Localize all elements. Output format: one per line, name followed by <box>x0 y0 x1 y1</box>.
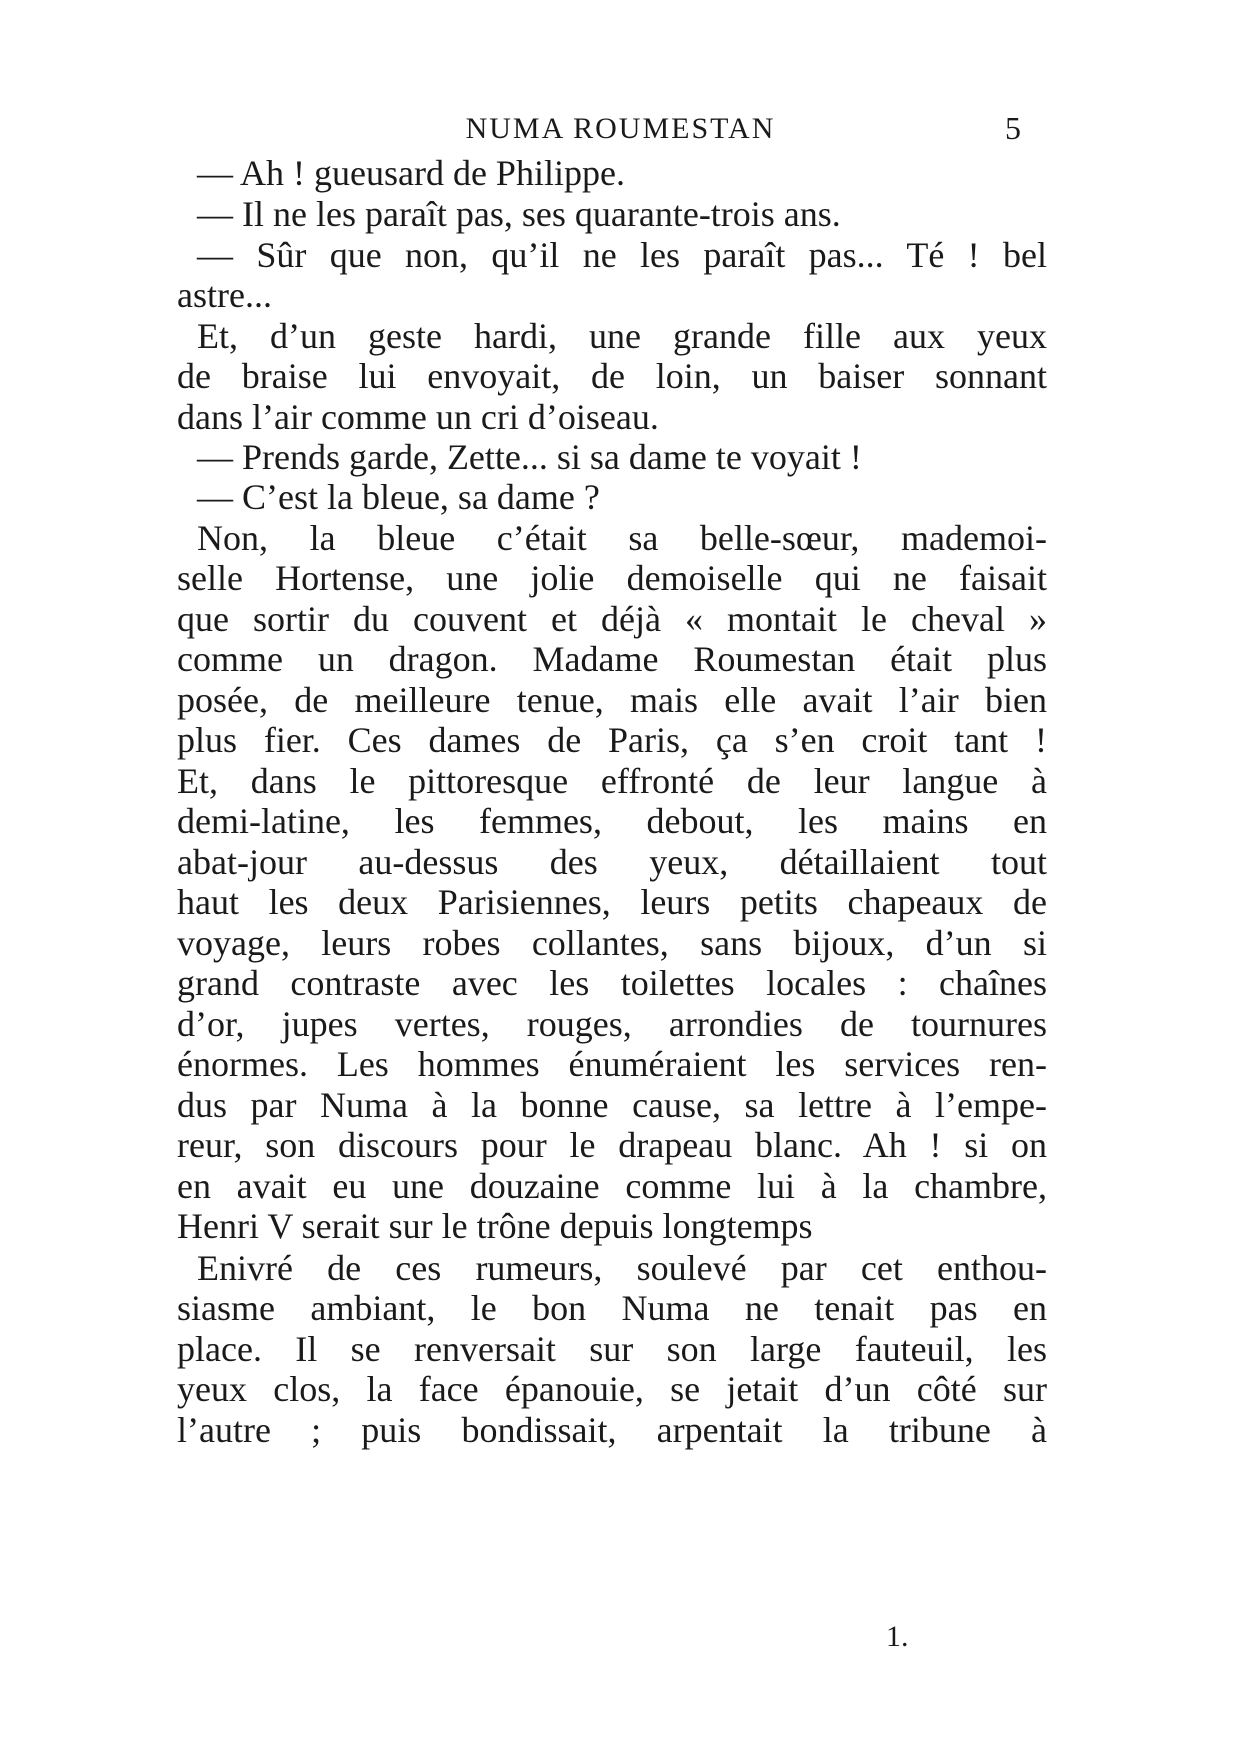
text-line: Non, la bleue c’était sa belle-sœur, mademoi- <box>197 518 1047 558</box>
text-line: — Ah ! gueusard de Philippe. <box>197 153 625 193</box>
text-line: comme un dragon. Madame Roumestan était plus <box>177 639 1047 679</box>
signature-mark: 1. <box>886 1620 909 1653</box>
text-line: posée, de meilleure tenue, mais elle avait l’air bien <box>177 680 1047 720</box>
text-line: haut les deux Parisiennes, leurs petits chapeaux de <box>177 882 1047 922</box>
text-line: astre... <box>177 275 272 315</box>
text-line: place. Il se renversait sur son large fauteuil, les <box>177 1329 1047 1369</box>
text-line: grand contraste avec les toilettes locales : chaînes <box>177 963 1047 1003</box>
text-line: reur, son discours pour le drapeau blanc. Ah ! si on <box>177 1125 1047 1165</box>
running-header-title: NUMA ROUMESTAN <box>465 112 776 145</box>
text-line: Enivré de ces rumeurs, soulevé par cet enthou- <box>197 1248 1047 1288</box>
text-line: en avait eu une douzaine comme lui à la chambre, <box>177 1166 1047 1206</box>
text-line: Henri V serait sur le trône depuis longtemps <box>177 1206 813 1246</box>
text-line: abat-jour au-dessus des yeux, détaillaient tout <box>177 842 1047 882</box>
text-line: selle Hortense, une jolie demoiselle qui ne faisait <box>177 558 1047 598</box>
text-line: — Prends garde, Zette... si sa dame te voyait ! <box>197 437 862 477</box>
text-line: que sortir du couvent et déjà « montait le cheval » <box>177 599 1047 639</box>
text-line: plus fier. Ces dames de Paris, ça s’en croit tant ! <box>177 720 1047 760</box>
text-line: — Sûr que non, qu’il ne les paraît pas... Té ! bel <box>197 235 1047 275</box>
text-line: voyage, leurs robes collantes, sans bijoux, d’un si <box>177 923 1047 963</box>
text-line: l’autre ; puis bondissait, arpentait la tribune à <box>177 1410 1047 1450</box>
text-line: siasme ambiant, le bon Numa ne tenait pas en <box>177 1288 1047 1328</box>
text-line: Et, dans le pittoresque effronté de leur langue à <box>177 761 1047 801</box>
text-line: — Il ne les paraît pas, ses quarante-trois ans. <box>197 194 841 234</box>
text-line: dus par Numa à la bonne cause, sa lettre à l’empe- <box>177 1085 1047 1125</box>
text-line: de braise lui envoyait, de loin, un baiser sonnant <box>177 356 1047 396</box>
text-line: dans l’air comme un cri d’oiseau. <box>177 397 659 437</box>
text-line: — C’est la bleue, sa dame ? <box>197 477 600 517</box>
text-line: demi-latine, les femmes, debout, les mains en <box>177 801 1047 841</box>
page-number: 5 <box>1005 110 1021 146</box>
text-line: d’or, jupes vertes, rouges, arrondies de tournures <box>177 1004 1047 1044</box>
text-line: yeux clos, la face épanouie, se jetait d’un côté sur <box>177 1369 1047 1409</box>
text-line: Et, d’un geste hardi, une grande fille aux yeux <box>197 316 1047 356</box>
text-line: énormes. Les hommes énuméraient les services ren- <box>177 1044 1047 1084</box>
